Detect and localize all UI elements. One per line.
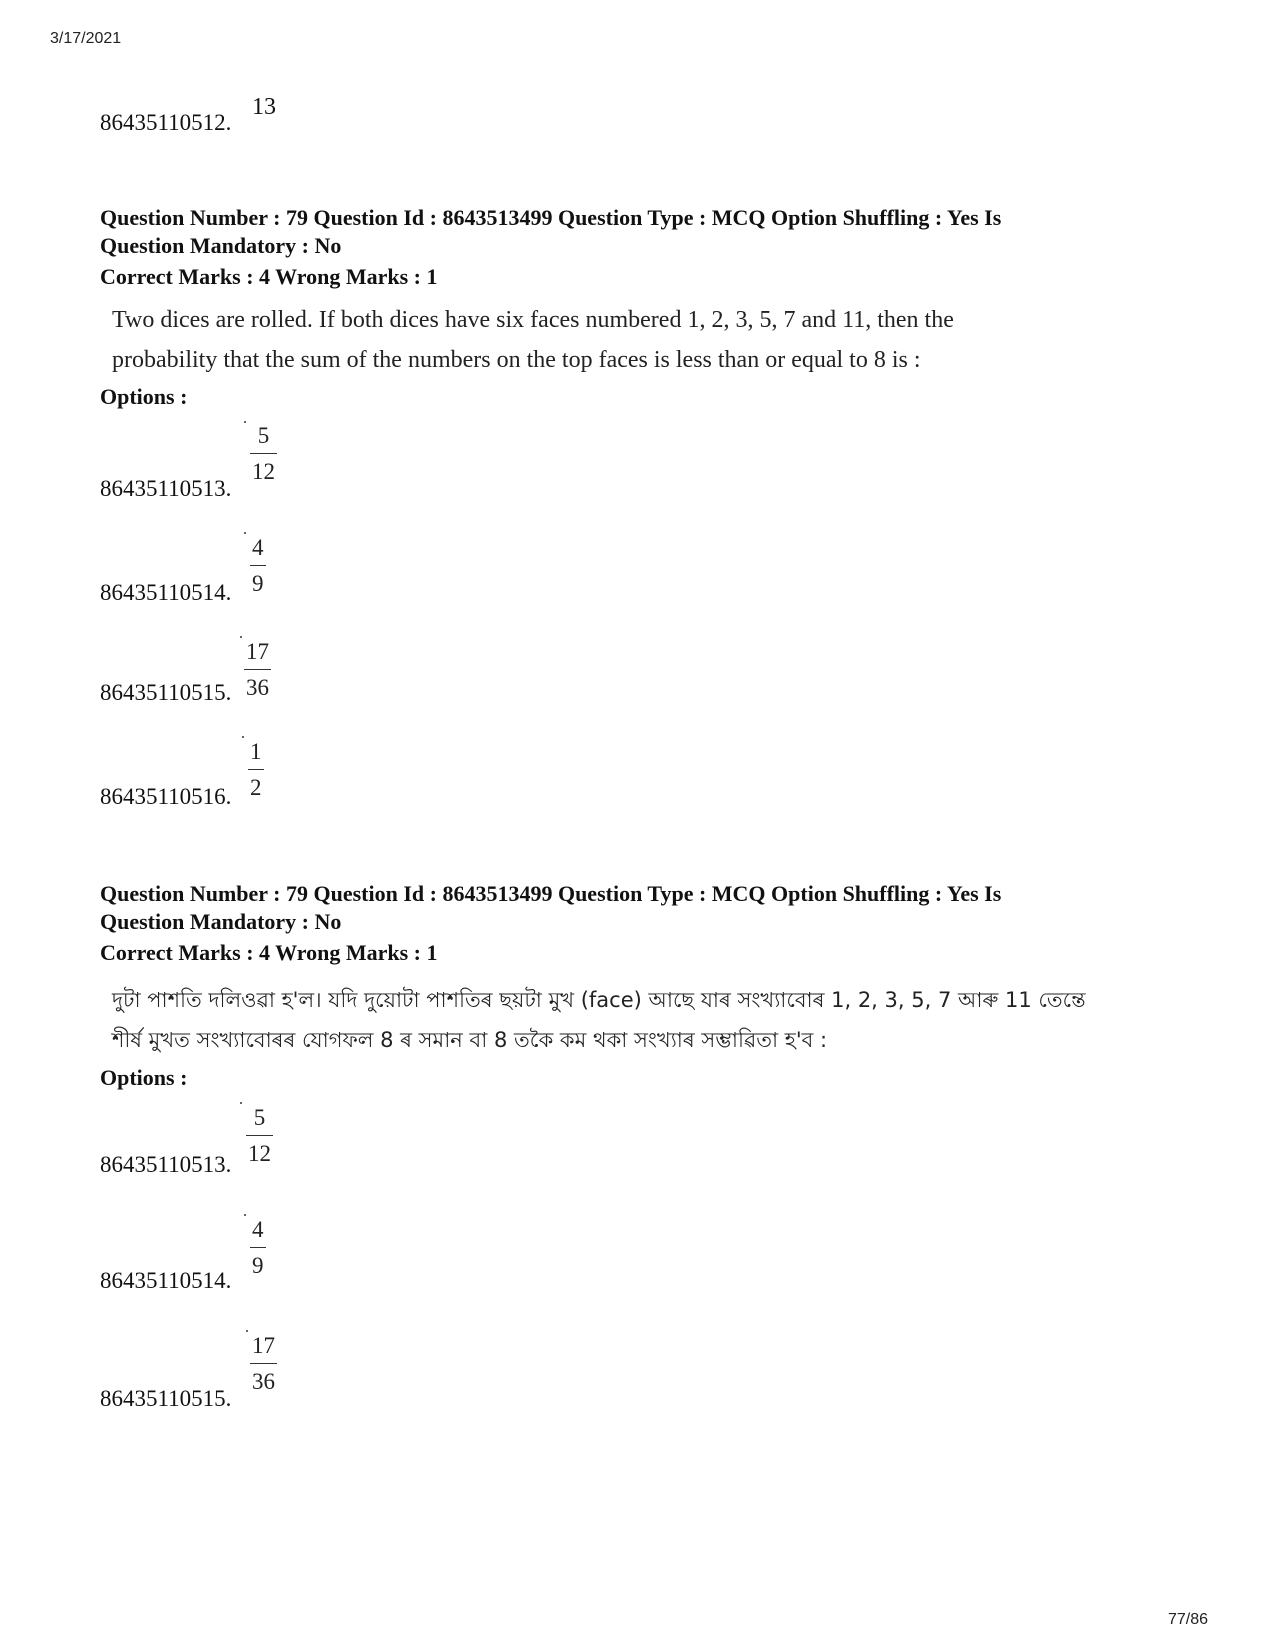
question-marks: Correct Marks : 4 Wrong Marks : 1: [100, 940, 438, 965]
options-label: Options :: [100, 384, 188, 409]
option-marker: [242, 736, 244, 738]
option-fraction: [250, 1216, 266, 1280]
fraction-bar: [244, 669, 271, 670]
option-id: 86435110512.: [100, 110, 232, 135]
option-marker: [240, 636, 242, 638]
option-marker: [246, 1330, 248, 1332]
fraction-denominator: 12: [252, 459, 275, 484]
options-label: Options :: [100, 1065, 188, 1090]
option-id: 86435110515.: [100, 680, 232, 705]
question-meta-line: Question Number : 79 Question Id : 8643513499 Question Type : MCQ Option Shuffling : Yes Is: [100, 881, 1002, 906]
question-mandatory: Question Mandatory : No: [100, 233, 342, 258]
question-text-line: Two dices are rolled. If both dices have six faces numbered 1, 2, 3, 5, 7 and 11, then the: [112, 307, 954, 333]
fraction-numerator: 4: [252, 1217, 264, 1242]
question-meta-line: Question Number : 79 Question Id : 8643513499 Question Type : MCQ Option Shuffling : Yes Is: [100, 205, 1002, 230]
option-fraction: [250, 1332, 277, 1396]
fraction-numerator: 5: [253, 1105, 266, 1130]
fraction-bar: [250, 453, 277, 454]
fraction-bar: [250, 565, 266, 566]
question-text-line: probability that the sum of the numbers on the top faces is less than or equal to 8 is :: [112, 347, 921, 373]
option-fraction: [250, 534, 266, 598]
option-marker: [244, 532, 246, 534]
option-id: 86435110515.: [100, 1386, 232, 1411]
option-marker: [240, 1102, 242, 1104]
fraction-bar: [250, 1247, 266, 1248]
print-date: 3/17/2021: [50, 30, 122, 47]
fraction-numerator: 1: [250, 739, 262, 764]
question-text: [112, 980, 1192, 1060]
fraction-denominator: 9: [252, 1253, 264, 1278]
option-fraction: [250, 422, 277, 486]
question-text-line: শীৰ্ষ মুখত সংখ্যাবোৰৰ যোগফল 8 ৰ সমান বা 8 তকৈ কম থকা সংখ্যাৰ সম্ভাৱিতা হ'ব :: [112, 1028, 828, 1052]
option-fraction: [248, 738, 264, 802]
page-number: 77/86: [1168, 1611, 1209, 1628]
option-id: 86435110516.: [100, 784, 232, 809]
option-id: 86435110514.: [100, 1268, 232, 1293]
option-id: 86435110514.: [100, 580, 232, 605]
question-text: [112, 300, 1192, 380]
question-text-line: দুটা পাশতি দলিওৱা হ'ল। যদি দুয়োটা পাশতিৰ ছয়টা মুখ (face) আছে যাৰ সংখ্যাবোৰ 1, 2, 3, 5, 7 আৰু 11 তেন্তে: [112, 988, 1086, 1012]
fraction-bar: [246, 1135, 273, 1136]
option-marker: [244, 421, 246, 423]
fraction-denominator: 36: [252, 1369, 275, 1394]
question-marks: Correct Marks : 4 Wrong Marks : 1: [100, 264, 438, 289]
fraction-numerator: 5: [257, 423, 270, 448]
option-fraction: [246, 1104, 273, 1168]
option-id: 86435110513.: [100, 476, 232, 501]
fraction-denominator: 36: [246, 675, 269, 700]
fraction-denominator: 12: [248, 1141, 271, 1166]
fraction-bar: [248, 769, 264, 770]
fraction-denominator: 9: [252, 571, 264, 596]
option-fraction: [244, 638, 271, 702]
option-id: 86435110513.: [100, 1152, 232, 1177]
option-marker: [244, 1214, 246, 1216]
fraction-numerator: 17: [252, 1333, 275, 1358]
fraction-bar: [250, 1363, 277, 1364]
option-value: 13: [252, 94, 276, 120]
question-mandatory: Question Mandatory : No: [100, 909, 342, 934]
fraction-denominator: 2: [250, 775, 262, 800]
fraction-numerator: 4: [252, 535, 264, 560]
fraction-numerator: 17: [246, 639, 269, 664]
